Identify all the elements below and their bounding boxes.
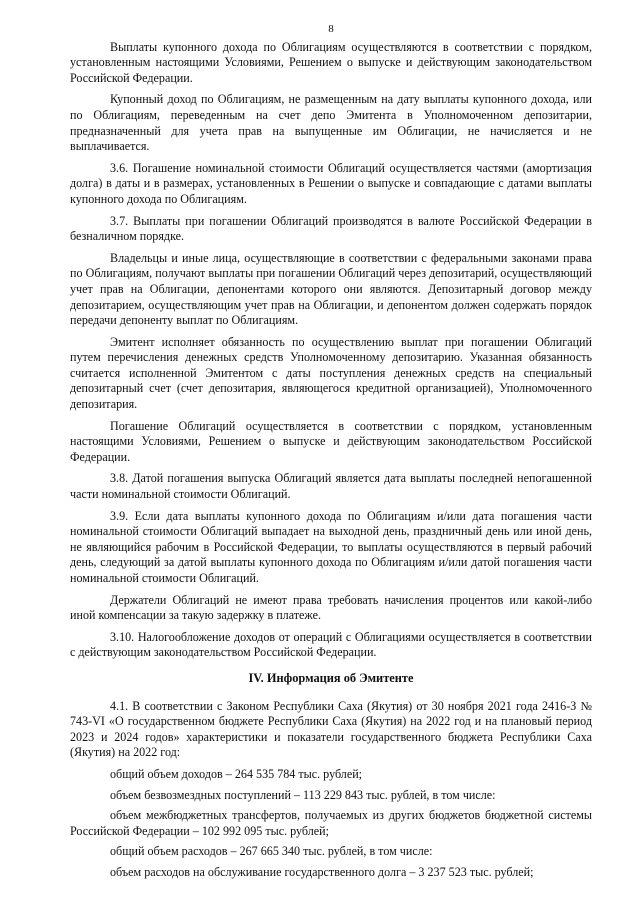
paragraph-3-8: 3.8. Датой погашения выпуска Облигаций является дата выплаты последней непогашенной части номинальной стоимости Облигаций.	[70, 471, 592, 502]
paragraph-3-10: 3.10. Налогообложение доходов от операций с Облигациями осуществляется в соответствии с действующим законодательством Российской Федерации.	[70, 629, 592, 660]
paragraph-3-9: 3.9. Если дата выплаты купонного дохода по Облигациям и/или дата погашения части номинальной стоимости Облигаций выпадает на выходной день, праздничный день или иной день, не являющийся рабочим в Российской Федерации, то выплаты осуществляются в первый рабочий день, следующий за датой выплаты купонного дохода по Облигациям и/или датой погашения части номинальной стоимости Облигаций.	[70, 508, 592, 585]
section-heading: IV. Информация об Эмитенте	[248, 670, 414, 685]
paragraph-3-7: 3.7. Выплаты при погашении Облигаций производятся в валюте Российской Федерации в безналичном порядке.	[70, 213, 592, 244]
budget-debt-service: объем расходов на обслуживание государственного долга – 3 237 523 тыс. рублей;	[110, 864, 534, 879]
budget-interbudget-transfers: объем межбюджетных трансфертов, получаемых из других бюджетов бюджетной системы Российской Федерации – 102 992 095 тыс. рублей;	[70, 808, 592, 838]
budget-gratuitous-receipts: объем безвозмездных поступлений – 113 229 843 тыс. рублей, в том числе:	[110, 787, 496, 802]
page-number: 8	[328, 23, 334, 35]
paragraph-4-1: 4.1. В соответствии с Законом Республики Саха (Якутия) от 30 ноября 2021 года 2416-З № 743-VI «О государственном бюджете Республики Саха (Якутия) на 2022 год и на плановый период 2023 и 2024 годов» характеристики и показатели государственного бюджета Республики Саха (Якутия) на 2022 год:	[70, 698, 592, 760]
paragraph-holders-payments: Владельцы и иные лица, осуществляющие в соответствии с федеральными законами права по Облигациям, получают выплаты при погашении Облигаций через депозитарий, осуществляющий учет прав на Облигации, депонентами которого они являются. Депозитарный договор между депозитарием, осуществляющим учет прав на Облигации, и депонентом должен содержать порядок передачи депоненту выплат по Облигациям.	[70, 250, 592, 328]
budget-total-revenue: общий объем доходов – 264 535 784 тыс. рублей;	[110, 766, 363, 781]
paragraph-coupon-payments: Выплаты купонного дохода по Облигациям осуществляются в соответствии с порядком, установленным настоящими Условиями, Решением о выпуске и действующим законодательством Российской Федерации.	[70, 39, 592, 85]
budget-total-expenses: общий объем расходов – 267 665 340 тыс. рублей, в том числе:	[110, 844, 433, 859]
paragraph-coupon-not-accrued: Купонный доход по Облигациям, не размещенным на дату выплаты купонного дохода, или по Облигациям, переведенным на счет депо Эмитента в Уполномоченном депозитарии, предназначенный для учета прав на выпущенные им Облигации, не начисляется и не выплачивается.	[70, 92, 592, 154]
paragraph-3-6: 3.6. Погашение номинальной стоимости Облигаций осуществляется частями (амортизация долга) в даты и в размерах, установленных в Решении о выпуске и совпадающие с датами выплаты купонного дохода по Облигациям.	[70, 160, 592, 206]
paragraph-no-interest: Держатели Облигаций не имеют права требовать начисления процентов или какой-либо иной компенсации за такую задержку в платеже.	[70, 592, 592, 623]
paragraph-redemption-order: Погашение Облигаций осуществляется в соответствии с порядком, установленным настоящими Условиями, Решением о выпуске и действующим законодательством Российской Федерации.	[70, 418, 592, 464]
paragraph-issuer-obligation: Эмитент исполняет обязанность по осуществлению выплат при погашении Облигаций путем перечисления денежных средств Уполномоченному депозитарию. Указанная обязанность считается исполненной Эмитентом с даты поступления денежных средств на специальный депозитарный счет (счет депозитария, являющегося кредитной организацией), Уполномоченного депозитария.	[70, 334, 592, 412]
